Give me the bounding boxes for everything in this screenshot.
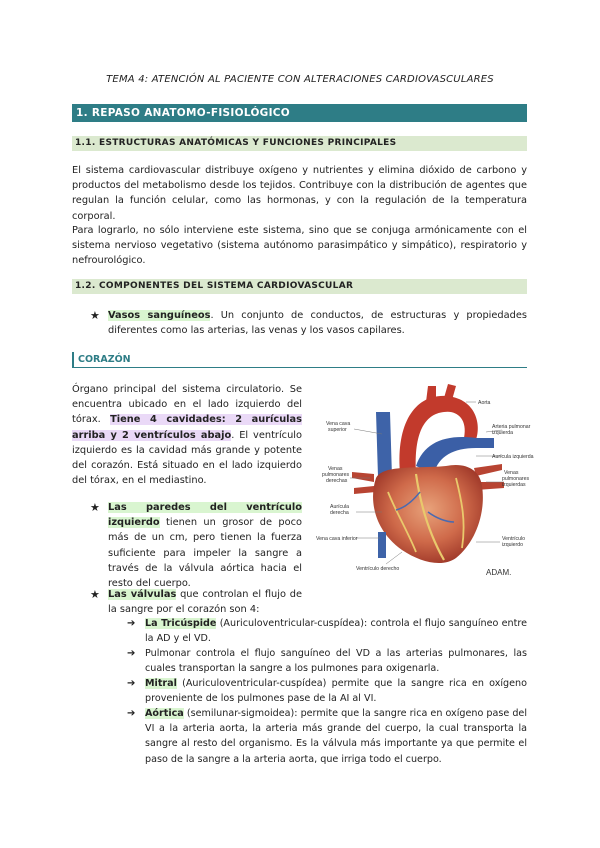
label-aorta: Aorta (478, 400, 491, 406)
arrow-bullet-icon: ➔ (127, 678, 136, 689)
valve-item (127, 646, 527, 676)
label-arteria-pulmonar-2: izquierda (492, 430, 514, 436)
heart-anatomy-figure (316, 382, 534, 578)
label-venas-derechas: Venas (328, 466, 343, 472)
subsection-heading-1-2: 1.2. COMPONENTES DEL SISTEMA CARDIOVASCULAR (72, 279, 527, 294)
star-bullet-icon: ★ (90, 588, 100, 601)
label-venas-izquierdas-3: izquierdas (502, 482, 526, 488)
organo-paragraph (72, 382, 302, 488)
paredes-item (90, 500, 302, 591)
valvulas-item (90, 587, 302, 617)
label-vena-cava-superior: Vena cava (326, 421, 351, 427)
label-venas-derechas-2: pulmonares (322, 472, 350, 478)
paredes-text: tienen un grosor de poco más de un cm, pero tienen la fuerza suficiente para impeler la sangre a través de la válvula aórtica hacia el resto del cuerpo. (108, 517, 302, 590)
valvulas-text: que controlan el flujo de la sangre por el corazón son 4: (108, 589, 302, 616)
label-auricula-izquierda: Aurícula izquierda (492, 454, 534, 460)
label-venas-derechas-3: derechas (326, 478, 348, 484)
label-auricula-derecha-2: derecha (330, 510, 349, 516)
label-ventriculo-derecho: Ventrículo derecho (356, 566, 400, 572)
document-title: TEMA 4: ATENCIÓN AL PACIENTE CON ALTERACIONES CARDIOVASCULARES (106, 74, 494, 85)
vasos-text: . Un conjunto de conductos, de estructuras y propiedades diferentes como las arterias, las venas y los vasos capilares. (108, 310, 527, 337)
second-paragraph: Para lograrlo, no sólo interviene este sistema, sino que se conjuga armónicamente con el sistema nervioso vegetativo (sistema autónomo parasimpático y simpático), respiratorio y nefrourológico. (72, 225, 527, 267)
label-vena-cava-superior-2: superior (328, 427, 347, 433)
valve-item (127, 706, 527, 767)
label-ventriculo-izquierdo: Ventrículo (502, 536, 526, 542)
arrow-bullet-icon: ➔ (127, 618, 136, 629)
arrow-bullet-icon: ➔ (127, 648, 136, 659)
label-ventriculo-izquierdo-2: izquierdo (502, 542, 524, 548)
vena-cava-inferior-shape (378, 532, 386, 558)
valve-text: Pulmonar controla el flujo sanguíneo del VD a las arterias pulmonares, las cuales transportan la sangre a los pulmones para oxigenarla. (145, 648, 527, 675)
star-bullet-icon: ★ (90, 309, 100, 322)
label-venas-izquierdas-2: pulmonares (502, 476, 530, 482)
vena-cava-superior-shape (376, 412, 392, 477)
valve-item (127, 616, 527, 646)
valve-text: (Auriculoventricular-cuspídea) permite que la sangre rica en oxígeno proveniente de los pulmones pase de la AI al VI. (145, 678, 527, 705)
valvulas-term: Las válvulas (108, 589, 177, 600)
label-arteria-pulmonar: Arteria pulmonar (492, 424, 531, 430)
valve-item (127, 676, 527, 706)
heart-body-shape (373, 465, 483, 563)
cavidades-highlight: Tiene 4 cavidades: 2 aurículas arriba y 2 ventrículos abajo (72, 414, 302, 441)
adam-logo: ADAM. (486, 568, 512, 577)
label-vena-cava-inferior: Vena cava inferior (316, 536, 358, 542)
pulmonary-veins-right-shape (352, 472, 376, 494)
label-venas-izquierdas: Venas (504, 470, 519, 476)
label-auricula-derecha: Aurícula (330, 504, 350, 510)
valve-text: (semilunar-sigmoidea): permite que la sangre rica en oxígeno pase del VI a la arteria aorta, la arteria más grande del cuerpo, la cual transporta la sangre al resto del organismo. Es la válvula más importante ya que permite el paso de la sangre a la arteria aorta, que irriga todo el cuerpo. (145, 708, 527, 765)
valve-term: Aórtica (145, 708, 184, 719)
organo-text-2: . El ventrículo izquierdo es la cavidad más grande y potente del corazón. Está situado en el lado izquierdo del tórax, en el mediastino. (72, 429, 302, 487)
vasos-item (90, 308, 527, 338)
organo-text-1: Órgano principal del sistema circulatorio. Se encuentra ubicado en el lado izquierdo del tórax. (72, 384, 302, 426)
corazon-heading: CORAZÓN (72, 352, 527, 368)
paredes-term: Las paredes del ventrículo izquierdo (108, 502, 302, 529)
section-heading: 1. REPASO ANATOMO-FISIOLÓGICO (72, 104, 527, 122)
valve-term: La Tricúspide (145, 618, 217, 629)
star-bullet-icon: ★ (90, 501, 100, 514)
valve-term: Mitral (145, 678, 177, 689)
valve-text: (Auriculoventricular-cuspídea): controla el flujo sanguíneo entre la AD y el VD. (145, 618, 527, 645)
vasos-term: Vasos sanguíneos (108, 310, 211, 321)
subsection-heading-1-1: 1.1. ESTRUCTURAS ANATÓMICAS Y FUNCIONES PRINCIPALES (72, 136, 527, 151)
arrow-bullet-icon: ➔ (127, 708, 136, 719)
intro-paragraph: El sistema cardiovascular distribuye oxígeno y nutrientes y elimina dióxido de carbono y productos del metabolismo desde los tejidos. Contribuye con la distribución de agentes que regulan la función celular, como las hormonas, y con la regulación de la temperatura corporal. (72, 165, 527, 222)
